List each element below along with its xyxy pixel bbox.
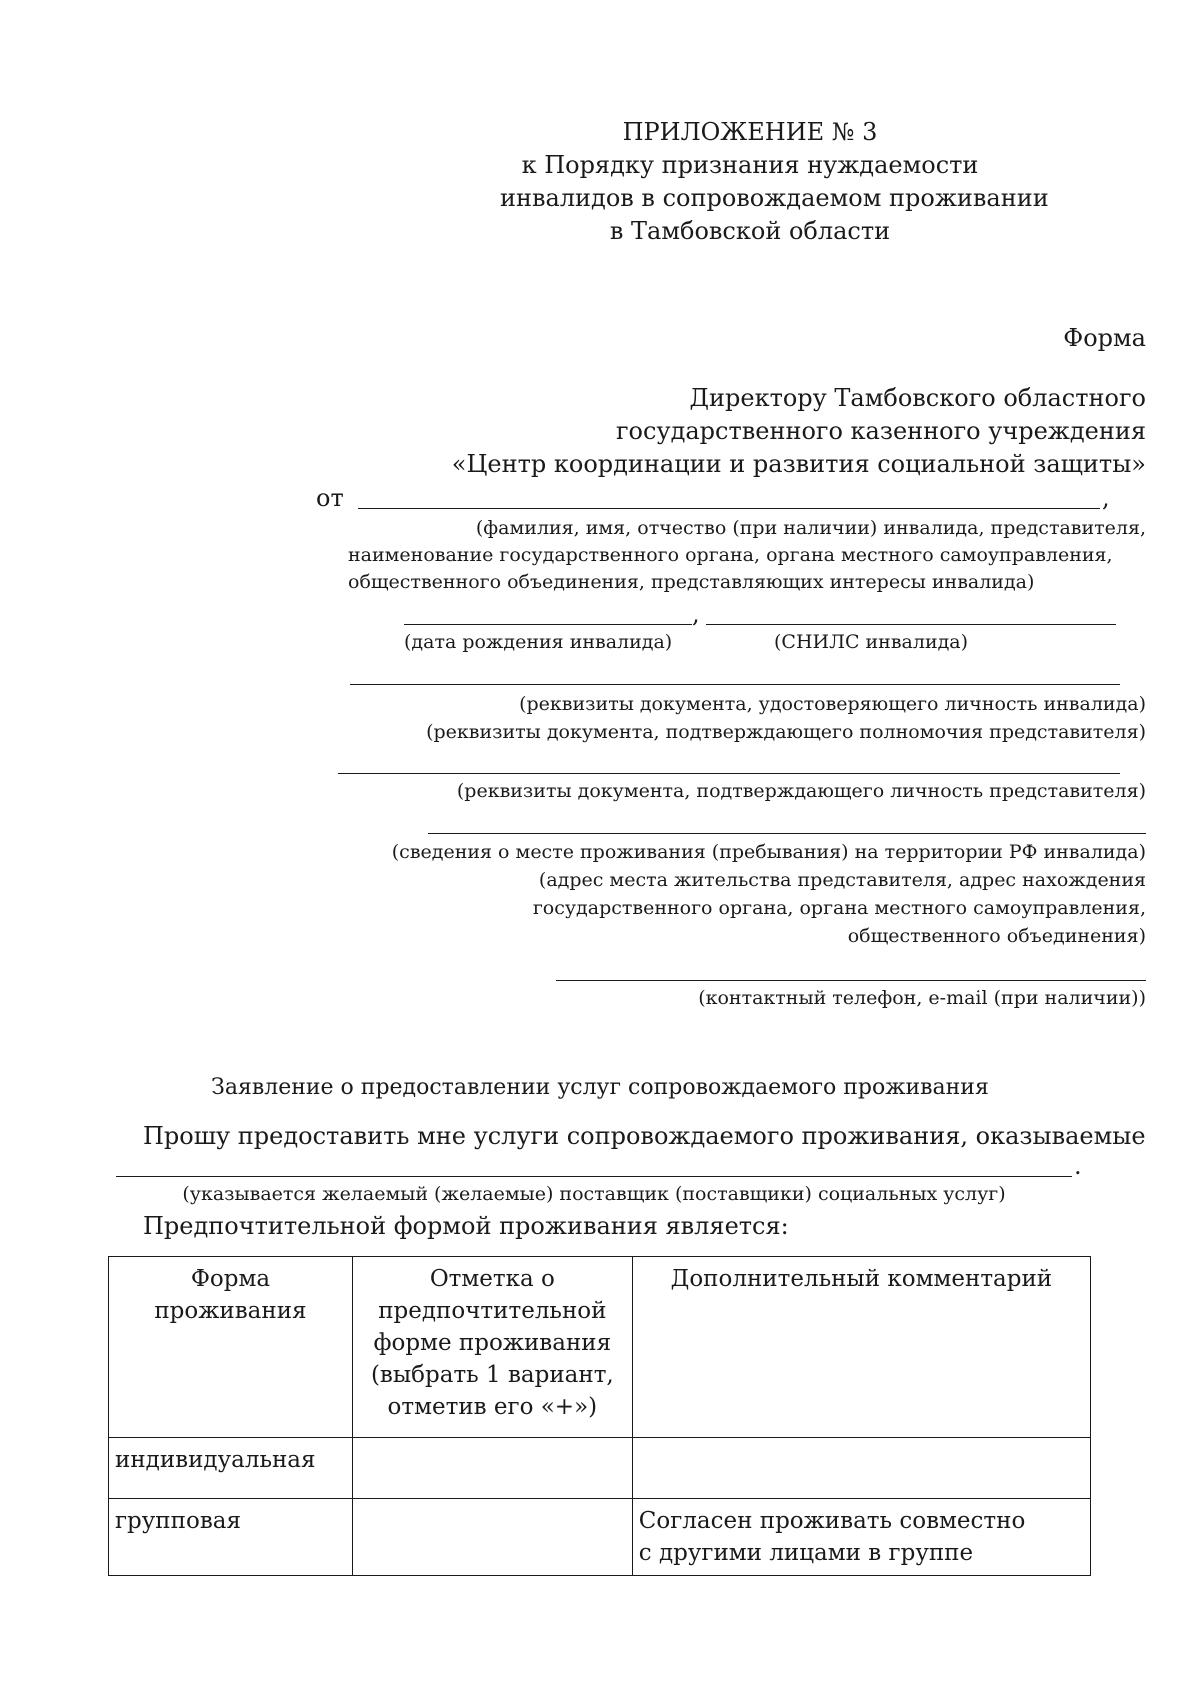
dob-input-line[interactable] xyxy=(404,624,692,625)
row-form-individual: индивидуальная xyxy=(109,1438,353,1499)
appendix-subtitle-1: к Порядку признания нуждаемости xyxy=(521,151,979,179)
statement-request: Прошу предоставить мне услуги сопровождаемого проживания, оказываемые xyxy=(143,1122,1146,1150)
addressee-line-1: Директору Тамбовского областного xyxy=(689,384,1146,412)
provider-hint: (указывается желаемый (желаемые) поставщик (поставщики) социальных услуг) xyxy=(182,1183,1006,1205)
addressee-line-3: «Центр координации и развития социальной защиты» xyxy=(451,450,1146,478)
row-comment-group: Согласен проживать совместно с другими лицами в группе xyxy=(632,1499,1090,1576)
header-preference-mark: Отметка о предпочтительной форме проживания (выбрать 1 вариант, отметив его «+») xyxy=(352,1257,632,1438)
residence-hint-1: (сведения о месте проживания (пребывания) на территории РФ инвалида) xyxy=(391,841,1146,863)
from-hint-2: наименование государственного органа, органа местного самоуправления, xyxy=(348,544,1113,566)
from-input-line[interactable] xyxy=(358,508,1100,509)
header-living-form: Форма проживания xyxy=(109,1257,353,1438)
form-label: Форма xyxy=(1063,324,1146,352)
contact-input-line[interactable] xyxy=(556,980,1146,981)
appendix-title: ПРИЛОЖЕНИЕ № 3 xyxy=(622,118,878,146)
addressee-line-2: государственного казенного учреждения xyxy=(615,417,1146,445)
from-hint-3: общественного объединения, представляющих интересы инвалида) xyxy=(348,571,1035,593)
header-comment: Дополнительный комментарий xyxy=(632,1257,1090,1438)
snils-hint: (СНИЛС инвалида) xyxy=(774,631,969,653)
statement-period: . xyxy=(1074,1152,1082,1180)
residence-input-line[interactable] xyxy=(428,833,1146,834)
residence-hint-2: (адрес места жительства представителя, адрес нахождения xyxy=(538,869,1146,891)
appendix-subtitle-3: в Тамбовской области xyxy=(609,217,891,245)
dob-comma: , xyxy=(692,600,700,628)
rep-auth-hint: (реквизиты документа, подтверждающего полномочия представителя) xyxy=(426,721,1146,743)
snils-input-line[interactable] xyxy=(706,624,1116,625)
residence-hint-4: общественного объединения) xyxy=(847,925,1146,947)
dob-hint: (дата рождения инвалида) xyxy=(404,631,673,653)
table-row xyxy=(109,1438,1091,1499)
row-mark-individual[interactable] xyxy=(352,1438,632,1499)
provider-input-line[interactable] xyxy=(116,1176,1072,1177)
residence-hint-3: государственного органа, органа местного самоуправления, xyxy=(532,897,1146,919)
row-form-group: групповая xyxy=(109,1499,353,1576)
preference-label: Предпочтительной формой проживания является: xyxy=(143,1212,789,1240)
table-header-row xyxy=(109,1257,1091,1438)
rep-id-hint: (реквизиты документа, подтверждающего личность представителя) xyxy=(456,780,1146,802)
from-hint-1: (фамилия, имя, отчество (при наличии) инвалида, представителя, xyxy=(475,517,1146,539)
row-mark-group[interactable] xyxy=(352,1499,632,1576)
contact-hint: (контактный телефон, e-mail (при наличии)) xyxy=(698,987,1146,1009)
appendix-subtitle-2: инвалидов в сопровождаемом проживании xyxy=(500,184,1049,212)
row-comment-individual[interactable] xyxy=(632,1438,1090,1499)
id-doc-hint: (реквизиты документа, удостоверяющего личность инвалида) xyxy=(519,693,1146,715)
statement-title: Заявление о предоставлении услуг сопровождаемого проживания xyxy=(211,1075,989,1100)
rep-id-input-line[interactable] xyxy=(338,773,1120,774)
id-doc-input-line[interactable] xyxy=(350,684,1120,685)
from-comma: , xyxy=(1102,484,1110,512)
table-row xyxy=(109,1499,1091,1576)
living-form-table xyxy=(108,1256,1091,1576)
from-prefix: от xyxy=(316,484,344,512)
